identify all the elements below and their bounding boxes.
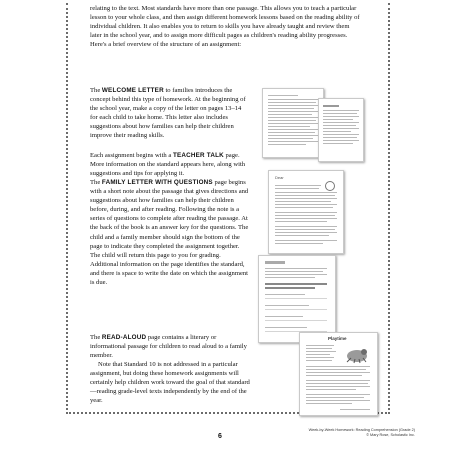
welcome-letter-text: to families introduces the concept behind this type of homework. At the beginning of the school year, make a copy of the letter on pages 13–14 for each child to take home. This letter also includes suggestions about how families can help their children improve their reading skills. [90, 87, 246, 140]
thumbnail-title: Playtime [328, 336, 347, 341]
read-aloud-prefix: The [90, 334, 102, 341]
family-letter-text: page begins with a short note about the passage that gives directions and suggestions about how families can help their children before, during, and after reading. Following the note is a series of questions to complete after reading the passage. At the back of the book is an answer key for the questions. The child and a family member should sign the bottom of the page to indicate they completed the assignment together. The child will return this page to you for grading. Additional information on the page identifies the standard, and there is space to write the date on which the assignment is due. [90, 179, 249, 287]
read-aloud-keyword: READ-ALOUD [101, 334, 147, 341]
footer-credit-title: Week-by-Week Homework: Reading Comprehension (Grade 2) [308, 428, 415, 432]
family-letter-prefix: The [90, 179, 102, 186]
read-aloud-thumbnail [299, 332, 378, 416]
standard-note-paragraph: Note that Standard 10 is not addressed in a particular assignment, but doing these homework assignments will certainly help children work toward the goal of that standard—reading grade-level texts independently by the end of the year. [90, 361, 250, 405]
family-letter-thumbnail [258, 255, 336, 343]
intro-paragraph: relating to the text. Most standards have more than one passage. This allows you to teach a particular lesson to your whole class, and then assign different homework lessons based on the reading ability of individual children. It also enables you to return to skills you have already taught and review them later in the school year, and to assign more difficult pages as children's reading ability progresses. Here's a brief overview of the structure of an assignment: [90, 5, 360, 49]
teacher-talk-thumbnail [268, 170, 344, 254]
footer-credit-copyright: © Mary Rose, Scholastic Inc. [366, 433, 415, 437]
family-letter-keyword: FAMILY LETTER WITH QUESTIONS [101, 179, 213, 186]
welcome-letter-keyword: WELCOME LETTER [101, 87, 164, 94]
teacher-talk-prefix: Each assignment begins with a [90, 152, 173, 159]
footer-credit [297, 428, 415, 438]
read-aloud-paragraph [90, 333, 250, 360]
thumbnail-title: Dear [275, 175, 284, 180]
badge-icon [325, 181, 335, 191]
teacher-talk-text: page. More information on the standard appears here, along with suggestions and tips for applying it. [90, 152, 246, 178]
welcome-letter-thumbnail [262, 88, 324, 158]
welcome-letter-page2-thumbnail [318, 98, 364, 162]
teacher-talk-keyword: TEACHER TALK [172, 152, 224, 159]
welcome-letter-paragraph [90, 86, 250, 141]
teacher-talk-paragraph [90, 151, 250, 178]
illustration-icon [344, 345, 370, 365]
page-number: 6 [218, 433, 222, 440]
read-aloud-text: page contains a literary or informational passage for children to read aloud to a family member. [90, 334, 247, 360]
welcome-prefix: The [90, 87, 102, 94]
family-letter-paragraph [90, 178, 250, 287]
